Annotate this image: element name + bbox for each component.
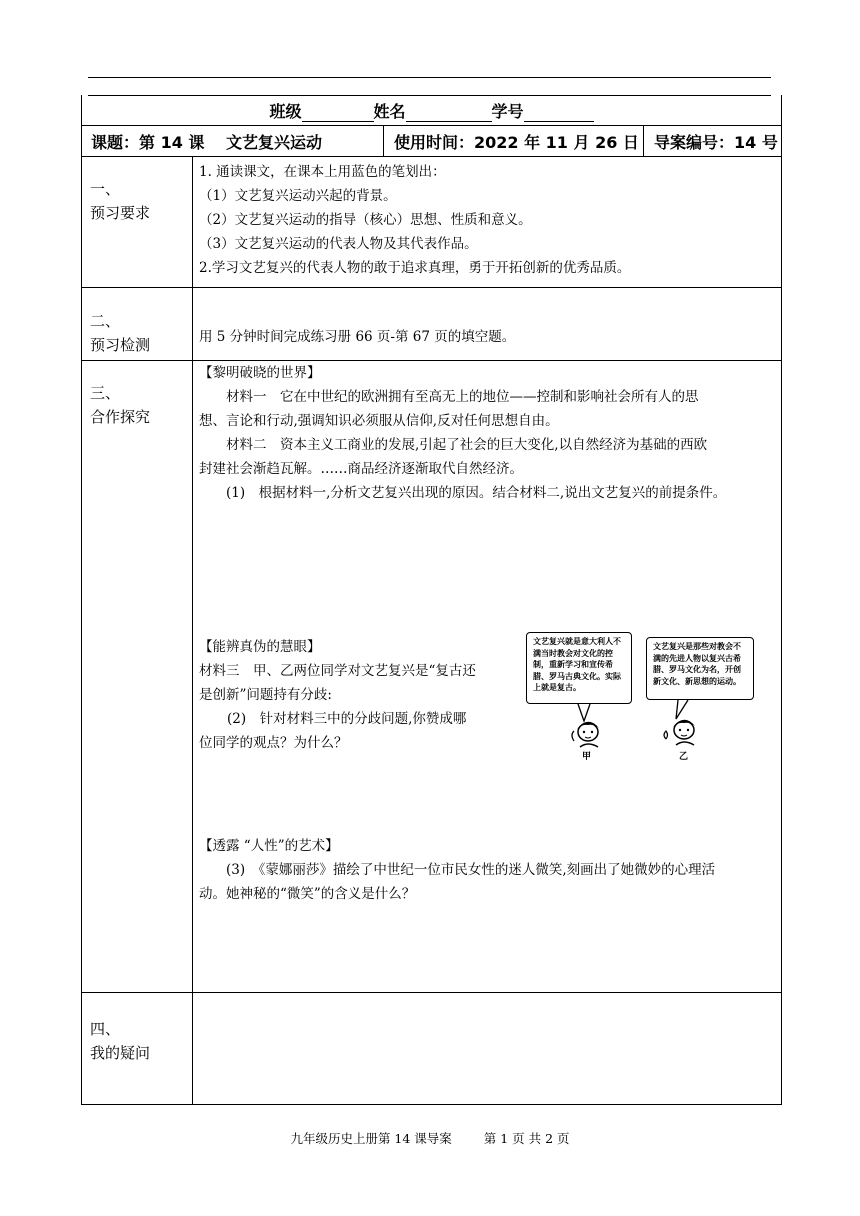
section-3-title: 合作探究 (90, 408, 151, 426)
debate-illustration (526, 629, 766, 761)
speech-bubble-jia: 文艺复兴就是意大利人不满当时教会对文化的控制，重新学习和宣传希腊、罗马古典文化。实际上就是复古。 (526, 632, 632, 704)
plan-number: 导案编号：14 号 (644, 126, 782, 157)
material-3-line-1: 材料三 甲、乙两位同学对文艺复兴是“复古还 (199, 663, 476, 679)
name-label: 姓名 (373, 101, 406, 121)
heading-dawn-world: 【黎明破晓的世界】 (199, 365, 321, 381)
material-1-line-2: 想、言论和行动,强调知识必须服从信仰,反对任何思想自由。 (199, 413, 559, 429)
lesson-info-row (82, 126, 782, 157)
question-1: (1) 根据材料一,分析文艺复兴出现的原因。结合材料二,说出文艺复兴的前提条件。 (226, 485, 727, 501)
students-figure-icon (526, 629, 766, 761)
section-1-number: 一、 (90, 180, 121, 198)
section-4-title: 我的疑问 (90, 1044, 151, 1062)
section-cooperative-inquiry (82, 361, 782, 993)
preview-check-text: 用 5 分钟时间完成练习册 66 页-第 67 页的填空题。 (199, 329, 516, 345)
section-1-title: 预习要求 (90, 204, 151, 222)
usage-date: 使用时间：2022 年 11 月 26 日 (384, 126, 644, 157)
material-3-line-2: 是创新”问题持有分歧: (199, 687, 332, 703)
heading-humanity-art: 【透露 “人性”的艺术】 (199, 838, 339, 854)
footer-course: 九年级历史上册第 14 课导案 (290, 1131, 452, 1146)
top-rule-1 (88, 77, 771, 78)
section-2-title: 预习检测 (90, 336, 151, 354)
label-jia: 甲 (582, 752, 592, 762)
student-id-label: 学号 (491, 101, 524, 121)
page-footer (0, 1129, 860, 1147)
section-2-number: 二、 (90, 312, 121, 330)
lesson-topic: 课题：第 14 课 文艺复兴运动 (82, 126, 384, 157)
name-blank[interactable] (406, 104, 492, 122)
class-label: 班级 (269, 101, 302, 121)
section-my-questions (82, 993, 782, 1105)
student-id-blank[interactable] (524, 104, 594, 122)
footer-page-number: 第 1 页 共 2 页 (483, 1131, 570, 1146)
requirement-line: （2）文艺复兴运动的指导（核心）思想、性质和意义。 (199, 212, 532, 228)
class-blank[interactable] (302, 104, 374, 122)
material-2-line-1: 材料二 资本主义工商业的发展,引起了社会的巨大变化,以自然经济为基础的西欧 (226, 437, 708, 453)
section-4-number: 四、 (90, 1020, 121, 1038)
requirement-line: 1. 通读课文，在课本上用蓝色的笔划出： (199, 164, 446, 180)
material-1-line-1: 材料一 它在中世纪的欧洲拥有至高无上的地位——控制和影响社会所有人的思 (226, 389, 699, 405)
requirement-line: （3）文艺复兴运动的代表人物及其代表作品。 (199, 236, 478, 252)
question-3-line-1: (3) 《蒙娜丽莎》描绘了中世纪一位市民女性的迷人微笑,刻画出了她微妙的心理活 (226, 862, 716, 878)
lesson-plan-table (81, 95, 782, 1105)
heading-discerning-eye: 【能辨真伪的慧眼】 (199, 639, 321, 655)
section-3-number: 三、 (90, 384, 121, 402)
requirement-line: 2.学习文艺复兴的代表人物的敢于追求真理，勇于开拓创新的优秀品质。 (199, 260, 631, 276)
section-preview-requirements (82, 157, 782, 288)
question-3-line-2: 动。她神秘的“微笑”的含义是什么？ (199, 886, 416, 902)
question-2-line-1: (2) 针对材料三中的分歧问题,你赞成哪 (227, 711, 467, 727)
question-2-line-2: 位同学的观点？为什么？ (199, 735, 348, 751)
label-yi: 乙 (679, 752, 689, 762)
section-preview-check (82, 288, 782, 361)
requirement-line: （1）文艺复兴运动兴起的背景。 (199, 188, 397, 204)
material-2-line-2: 封建社会渐趋瓦解。……商品经济逐渐取代自然经济。 (199, 461, 523, 477)
student-info-row (82, 95, 782, 126)
questions-answer-area[interactable] (193, 993, 782, 1105)
speech-bubble-yi: 文艺复兴是那些对教会不满的先进人物以复兴古希腊、罗马文化为名，开创新文化、新思想的运动。 (646, 637, 754, 700)
